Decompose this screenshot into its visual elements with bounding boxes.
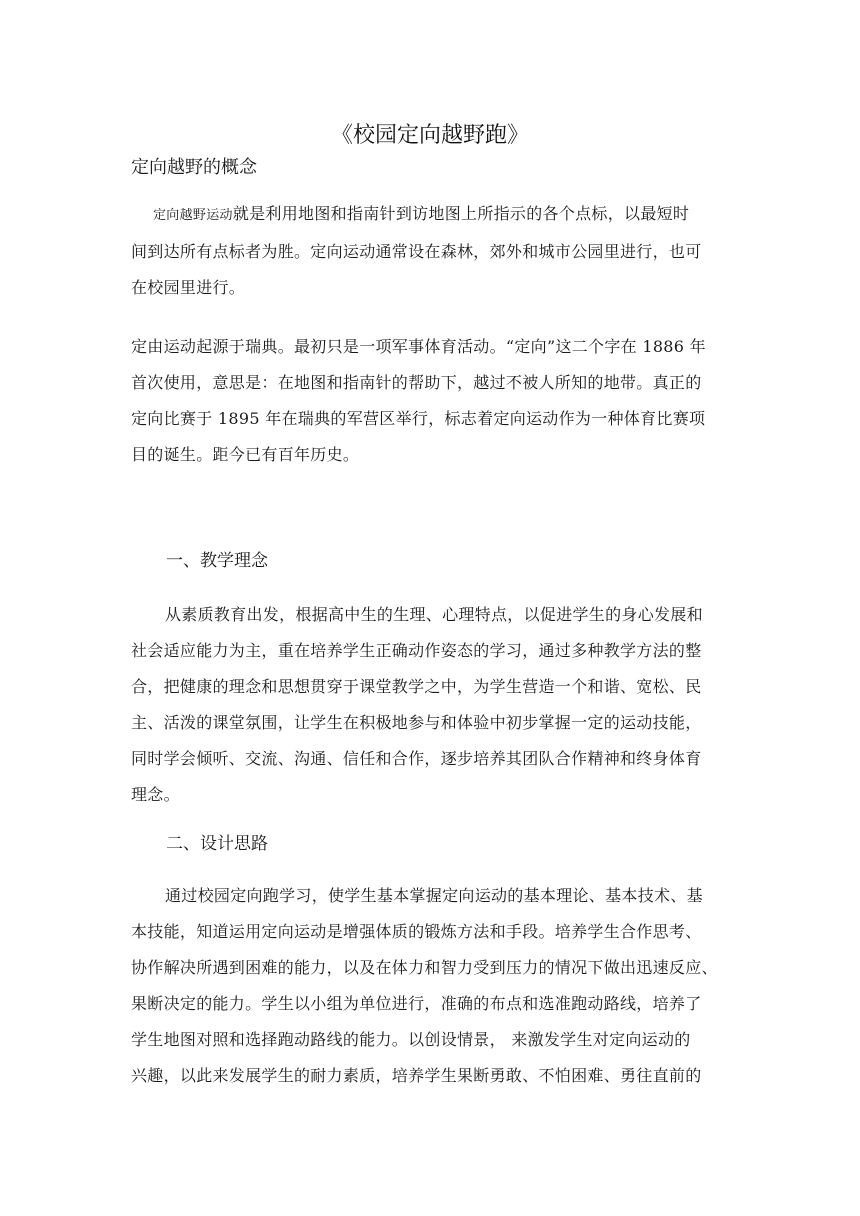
text-line: 间到达所有点标者为胜。定向运动通常设在森林，郊外和城市公园里进行，也可 <box>131 242 702 261</box>
section-heading-design-idea: 二、设计思路 <box>166 834 268 854</box>
text-line: 从素质教育出发，根据高中生的生理、心理特点，以促进学生的身心发展和 <box>165 605 703 624</box>
subheading: 定向越野的概念 <box>131 157 257 178</box>
text-line: 首次使用，意思是：在地图和指南针的帮助下，越过不被人所知的地带。真正的 <box>131 373 702 392</box>
text-line <box>131 196 741 234</box>
text-line: 协作解决所遇到困难的能力，以及在体力和智力受到压力的情况下做出迅速反应、 <box>131 958 718 977</box>
text-line: 理念。 <box>131 785 180 804</box>
text-line: 通过校园定向跑学习，使学生基本掌握定向运动的基本理论、基本技术、基 <box>165 886 703 905</box>
paragraph-teaching-concept <box>131 597 741 813</box>
text-line: 同时学会倾听、交流、沟通、信任和合作，逐步培养其团队合作精神和终身体育 <box>131 749 702 768</box>
text-line: 学生地图对照和选择跑动路线的能力。以创设情景， 来激发学生对定向运动的 <box>131 1030 691 1049</box>
text-line: 在校园里进行。 <box>131 278 246 297</box>
text-line: 定由运动起源于瑞典。最初只是一项军事体育活动。“定向”这二个字在 1886 年 <box>131 337 706 356</box>
text-line: 合，把健康的理念和思想贯穿于课堂教学之中，为学生营造一个和谐、宽松、民 <box>131 677 702 696</box>
text-line: 社会适应能力为主，重在培养学生正确动作姿态的学习，通过多种教学方法的整 <box>131 641 702 660</box>
paragraph-origin <box>131 329 741 473</box>
text-line: 定向比赛于 1895 年在瑞典的军营区举行，标志着定向运动作为一种体育比赛项 <box>131 409 706 428</box>
text-line: 主、活泼的课堂氛围，让学生在积极地参与和体验中初步掌握一定的运动技能， <box>131 713 702 732</box>
text-line: 兴趣，以此来发展学生的耐力素质，培养学生果断勇敢、不怕困难、勇往直前的 <box>131 1066 702 1085</box>
lead-text: 定向越野运动 <box>153 208 233 223</box>
paragraph-concept <box>131 196 741 306</box>
text-line: 目的诞生。距今已有百年历史。 <box>131 445 360 464</box>
section-heading-teaching-concept: 一、教学理念 <box>166 551 268 571</box>
text-line: 果断决定的能力。学生以小组为单位进行，准确的布点和选准跑动路线，培养了 <box>131 994 702 1013</box>
text-line: 本技能，知道运用定向运动是增强体质的锻炼方法和手段。培养学生合作思考、 <box>131 922 702 941</box>
text-span: 就是利用地图和指南针到访地图上所指示的各个点标，以最短时 <box>232 204 690 223</box>
paragraph-design-idea <box>131 878 741 1094</box>
document-title: 《校园定向越野跑》 <box>330 123 529 148</box>
